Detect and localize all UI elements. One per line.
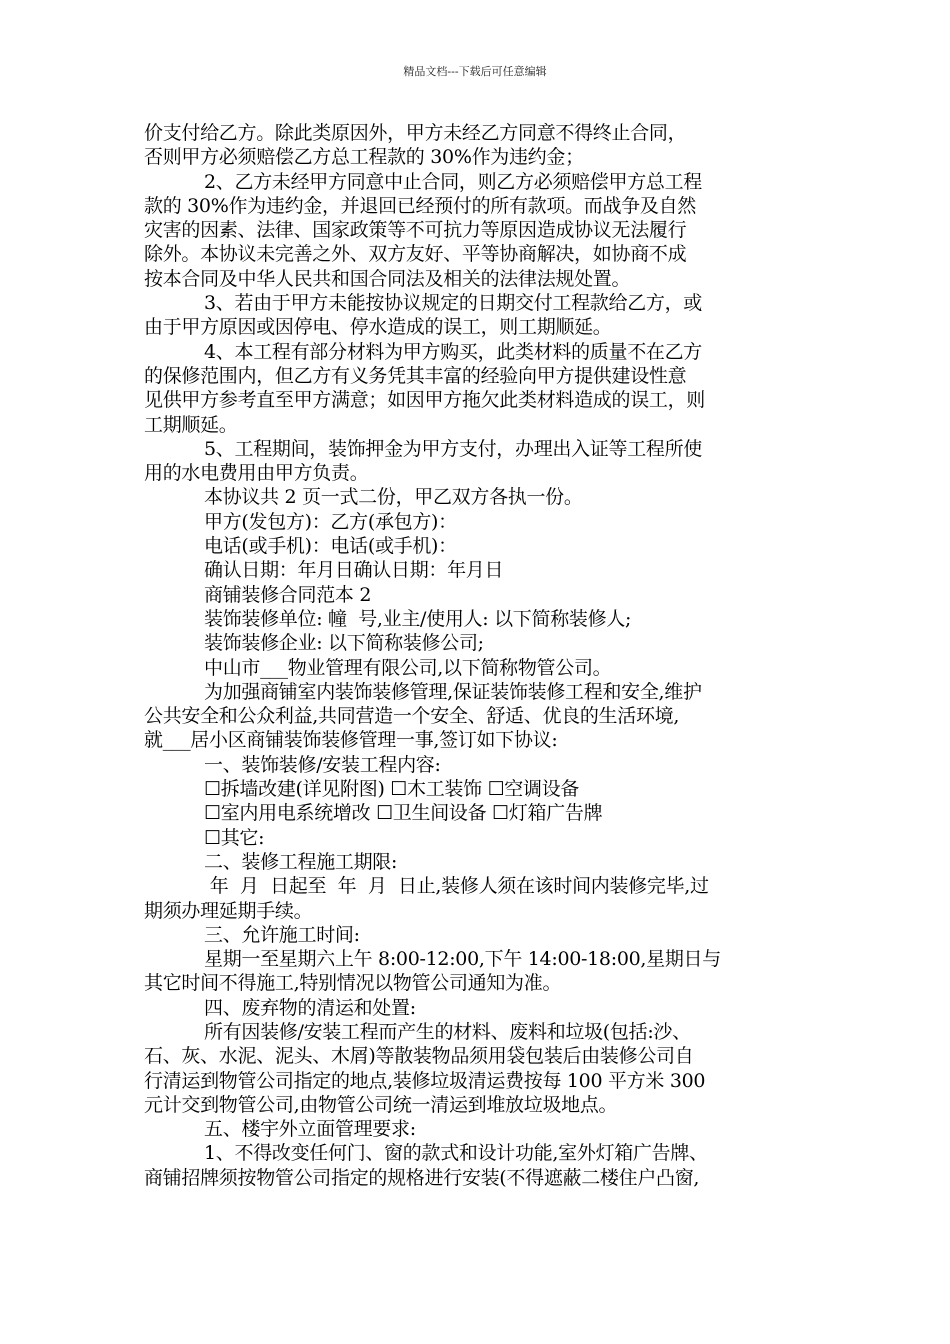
text-line: 工期顺延。 <box>144 413 238 436</box>
text-line: 确认日期：年月日确认日期：年月日 <box>204 559 504 582</box>
text-line: 中山市___物业管理有限公司,以下简称物管公司。 <box>204 656 612 679</box>
text-line: 四、废弃物的清运和处置: <box>204 996 416 1019</box>
text-line: 电话(或手机)：电话(或手机)： <box>204 535 457 558</box>
text-line: 就___居小区商铺装饰装修管理一事,签订如下协议: <box>144 729 558 752</box>
text-line: 款的 30%作为违约金，并退回已经预付的所有款项。而战争及自然 <box>144 194 696 217</box>
text-line: 商铺招牌须按物管公司指定的规格进行安装(不得遮蔽二楼住户凸窗, <box>144 1166 700 1189</box>
text-line: 价支付给乙方。除此类原因外，甲方未经乙方同意不得终止合同， <box>144 122 687 144</box>
text-line: 其它时间不得施工,特别情况以物管公司通知为准。 <box>144 972 562 995</box>
text-line: 3、若由于甲方未能按协议规定的日期交付工程款给乙方，或 <box>204 292 702 315</box>
text-line: 甲方(发包方)：乙方(承包方)： <box>204 510 457 533</box>
text-line: 由于甲方原因或因停电、停水造成的误工，则工期顺延。 <box>144 316 612 339</box>
text-line: 年 月 日起至 年 月 日止,装修人须在该时间内装修完毕,过 <box>204 875 709 898</box>
text-line: 除外。本协议未完善之外、双方友好、平等协商解决，如协商不成 <box>144 243 687 266</box>
text-line: 五、楼宇外立面管理要求: <box>204 1118 416 1141</box>
text-line: 期须办理延期手续。 <box>144 899 313 922</box>
text-line: 二、装修工程施工期限: <box>204 850 398 873</box>
text-line: 装饰装修企业: 以下简称装修公司; <box>204 632 484 655</box>
text-line: 的保修范围内，但乙方有义务凭其丰富的经验向甲方提供建设性意 <box>144 364 687 387</box>
text-line: 否则甲方必须赔偿乙方总工程款的 30%作为违约金； <box>144 146 584 169</box>
text-line: 本协议共 2 页一式二份，甲乙双方各执一份。 <box>204 486 583 509</box>
text-line: ☐其它: <box>204 826 265 849</box>
text-line: 商铺装修合同范本 2 <box>204 583 372 606</box>
text-line: 按本合同及中华人民共和国合同法及相关的法律法规处置。 <box>144 267 631 290</box>
text-line: 2、乙方未经甲方同意中止合同，则乙方必须赔偿甲方总工程 <box>204 170 702 193</box>
text-line: 石、灰、水泥、泥头、木屑)等散装物品须用袋包装后由装修公司自 <box>144 1045 694 1068</box>
text-line: 1、不得改变任何门、窗的款式和设计功能,室外灯箱广告牌、 <box>204 1142 708 1165</box>
text-line: ☐室内用电系统增改 ☐卫生间设备 ☐灯箱广告牌 <box>204 802 603 825</box>
text-line: 所有因装修/安装工程而产生的材料、废料和垃圾(包括:沙、 <box>204 1020 691 1043</box>
text-line: 4、本工程有部分材料为甲方购买，此类材料的质量不在乙方 <box>204 340 702 363</box>
text-line: 灾害的因素、法律、国家政策等不可抗力等原因造成协议无法履行 <box>144 219 687 242</box>
text-line: 为加强商铺室内装饰装修管理,保证装饰装修工程和安全,维护 <box>204 680 702 703</box>
text-line: 见供甲方参考直至甲方满意；如因甲方拖欠此类材料造成的误工，则 <box>144 389 706 412</box>
text-line: 用的水电费用由甲方负责。 <box>144 462 369 485</box>
text-line: 三、允许施工时间: <box>204 923 360 946</box>
text-line: 行清运到物管公司指定的地点,装修垃圾清运费按每 100 平方米 300 <box>144 1069 706 1092</box>
document-body <box>144 121 814 1190</box>
text-line: 装饰装修单位: 幢 号,业主/使用人: 以下简称装修人; <box>204 607 632 630</box>
text-line: 5、工程期间，装饰押金为甲方支付，办理出入证等工程所使 <box>204 437 702 460</box>
text-line: 一、装饰装修/安装工程内容: <box>204 753 441 776</box>
text-line: ☐拆墙改建(详见附图) ☐木工装饰 ☐空调设备 <box>204 778 580 801</box>
text-line: 星期一至星期六上午 8:00-12:00,下午 14:00-18:00,星期日与 <box>204 948 721 971</box>
text-line: 元计交到物管公司,由物管公司统一清运到堆放垃圾地点。 <box>144 1093 618 1116</box>
text-line: 公共安全和公众利益,共同营造一个安全、舒适、优良的生活环境, <box>144 705 680 728</box>
page-header: 精品文档---下载后可任意编辑 <box>403 65 547 78</box>
